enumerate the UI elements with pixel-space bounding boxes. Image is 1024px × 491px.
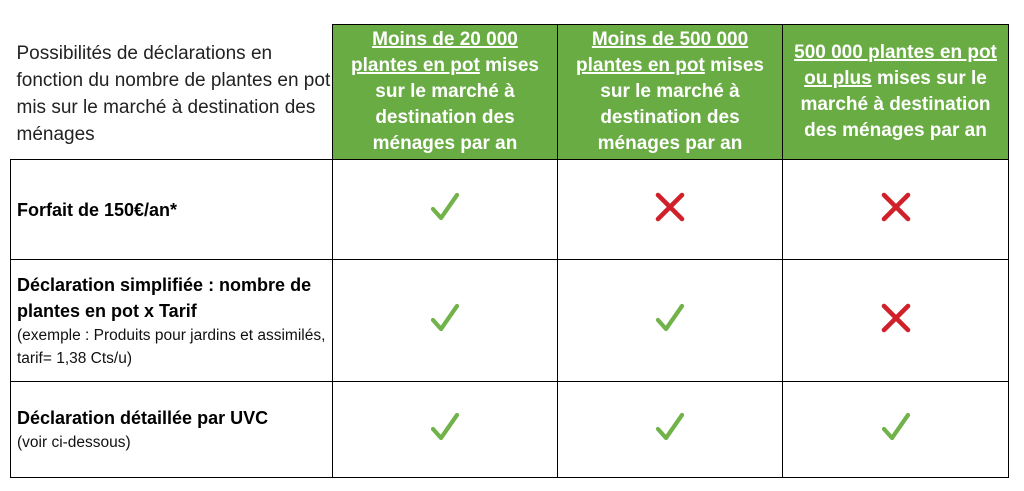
- check-icon: [653, 410, 687, 444]
- check-icon: [428, 410, 462, 444]
- header-under-500000: [558, 25, 783, 160]
- row-label: [11, 160, 333, 260]
- row-label-main: Déclaration simplifiée : nombre de plantes en pot x Tarif: [17, 274, 312, 321]
- row-label-sub: (voir ci-dessous): [17, 434, 131, 451]
- table-row: [11, 160, 1009, 260]
- cross-icon: [653, 190, 687, 224]
- corner-heading: Possibilités de déclarations en fonction du nombre de plantes en pot mis sur le marché à destination des ménages: [11, 25, 333, 160]
- table-cell: [558, 260, 783, 382]
- table-cell: [783, 260, 1009, 382]
- check-icon: [879, 410, 913, 444]
- declaration-options-table: [10, 24, 1009, 478]
- header-under-500000-underlined: Moins de 500 000 plantes en pot: [576, 29, 749, 76]
- header-under-20000-rest: mises sur le marché à destination des ménages par an: [372, 55, 539, 154]
- check-icon: [653, 301, 687, 335]
- table-cell: [783, 160, 1009, 260]
- header-under-20000-underlined: Moins de 20 000 plantes en pot: [351, 29, 518, 76]
- table-row: [11, 382, 1009, 478]
- table-cell: [558, 382, 783, 478]
- table-cell: [783, 382, 1009, 478]
- row-label: [11, 260, 333, 382]
- row-label: [11, 382, 333, 478]
- declaration-table-container: [10, 24, 1008, 478]
- row-label-sub: (exemple : Produits pour jardins et assimilés, tarif= 1,38 Cts/u): [17, 326, 326, 367]
- cross-icon: [879, 190, 913, 224]
- header-row: [11, 25, 1009, 160]
- header-under-500000-rest: mises sur le marché à destination des ménages par an: [597, 55, 764, 154]
- check-icon: [428, 301, 462, 335]
- table-cell: [333, 160, 558, 260]
- table-row: [11, 260, 1009, 382]
- row-label-main: Déclaration détaillée par UVC: [17, 408, 269, 428]
- table-cell: [333, 382, 558, 478]
- header-under-20000: [333, 25, 558, 160]
- header-500000-plus: [783, 25, 1009, 160]
- table-cell: [333, 260, 558, 382]
- header-500000-plus-underlined: 500 000 plantes en pot ou plus: [794, 42, 997, 89]
- check-icon: [428, 190, 462, 224]
- header-500000-plus-rest: mises sur le marché à destination des ménages par an: [800, 68, 991, 141]
- cross-icon: [879, 301, 913, 335]
- row-label-main: Forfait de 150€/an*: [17, 199, 178, 220]
- table-cell: [558, 160, 783, 260]
